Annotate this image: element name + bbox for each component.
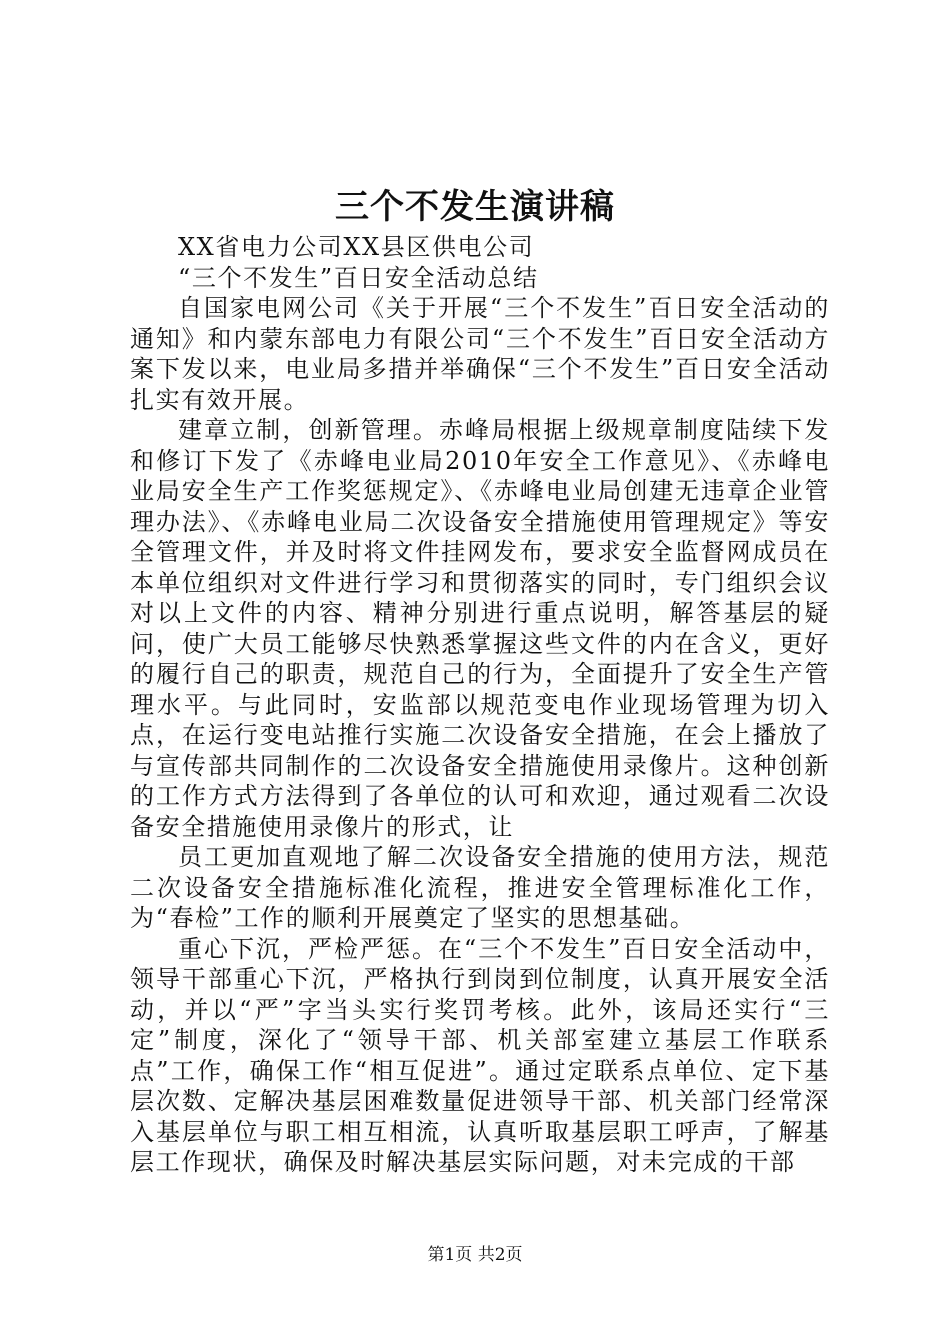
paragraph-regulations: 建章立制，创新管理。赤峰局根据上级规章制度陆续下发和修订下发了《赤峰电业局2010年安全工作意见》、《赤峰电业局安全生产工作奖惩规定》、《赤峰电业局创建无违章企业管理办法》、《赤峰电业局二次设备安全措施使用管理规定》等安全管理文件，并及时将文件挂网发布，要求安全监督网成员在本单位组织对文件进行学习和贯彻落实的同时，专门组织会议对以上文件的内容、精神分别进行重点说明，解答基层的疑问，使广大员工能够尽快熟悉掌握这些文件的内在含义，更好的履行自己的职责，规范自己的行为，全面提升了安全生产管理水平。与此同时，安监部以规范变电作业现场管理为切入点，在运行变电站推行实施二次设备安全措施，在会上播放了与宣传部共同制作的二次设备安全措施使用录像片。这种创新的工作方式方法得到了各单位的认可和欢迎，通过观看二次设备安全措施使用录像片的形式，让 — [130, 416, 830, 841]
document-title: 三个不发生演讲稿 — [335, 187, 615, 227]
document-body — [130, 232, 830, 1178]
paragraph-focus: 重心下沉，严检严惩。在“三个不发生”百日安全活动中，领导干部重心下沉，严格执行到岗到位制度，认真开展安全活动，并以“严”字当头实行奖罚考核。此外，该局还实行“三定”制度，深化了“领导干部、机关部室建立基层工作联系点”工作，确保工作“相互促进”。通过定联系点单位、定下基层次数、定解决基层困难数量促进领导干部、机关部门经常深入基层单位与职工相互相流，认真听取基层职工呼声，了解基层工作现状，确保及时解决基层实际问题，对未完成的干部 — [130, 934, 830, 1176]
paragraph-subtitle: “三个不发生”百日安全活动总结 — [178, 263, 539, 292]
paragraph-staff: 员工更加直观地了解二次设备安全措施的使用方法，规范二次设备安全措施标准化流程，推进安全管理标准化工作，为“春检”工作的顺利开展奠定了坚实的思想基础。 — [130, 843, 830, 932]
paragraph-company: XX省电力公司XX县区供电公司 — [178, 233, 535, 261]
page-number-footer: 第1页 共2页 — [427, 1245, 523, 1265]
paragraph-intro: 自国家电网公司《关于开展“三个不发生”百日安全活动的通知》和内蒙东部电力有限公司“三个不发生”百日安全活动方案下发以来，电业局多措并举确保“三个不发生”百日安全活动扎实有效开展。 — [130, 294, 830, 414]
